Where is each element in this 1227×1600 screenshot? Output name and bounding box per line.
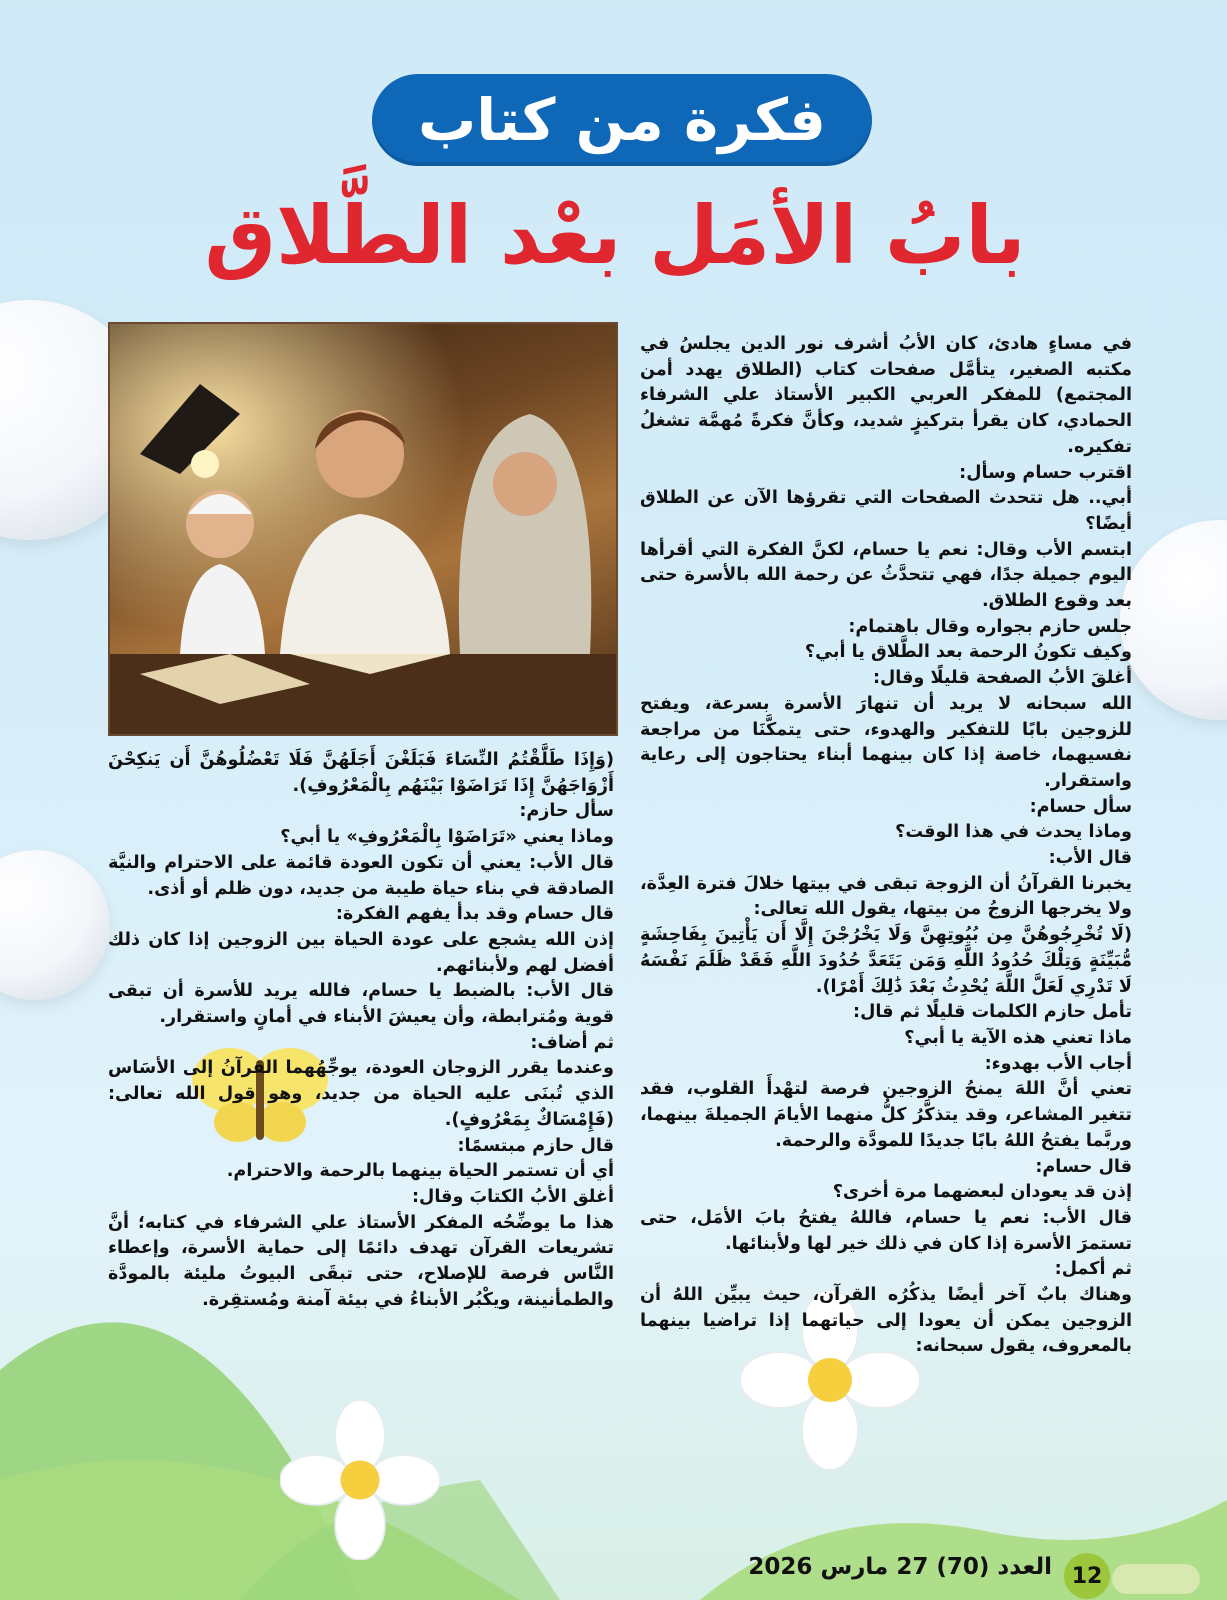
issue-info: العدد (70) 27 مارس 2026: [748, 1554, 1052, 1580]
footer-decoration: [1112, 1564, 1200, 1594]
paragraph: وهناك بابٌ آخر أيضًا يذكُرُه القرآن، حيث يبيِّن اللهُ أن الزوجين يمكن أن يعودا إلى حياتهما إذا تراضيا بينهما بالمعروف، يقول سبحانه:: [640, 1285, 1132, 1357]
paragraph: سأل حسام:: [1029, 796, 1132, 817]
article-title: بابُ الأمَل بعْد الطَّلاق: [204, 189, 1026, 282]
paragraph: تأمل حازم الكلمات قليلًا ثم قال:: [853, 1002, 1132, 1023]
paragraph: وماذا يحدث في هذا الوقت؟: [895, 822, 1132, 843]
paragraph: أغلقَ الأبُ الصفحة قليلًا وقال:: [873, 668, 1132, 689]
paragraph: ثم أكمل:: [1054, 1259, 1132, 1280]
paragraph: إذن قد يعودان لبعضهما مرة أخرى؟: [832, 1182, 1132, 1203]
paragraph: أي أن تستمر الحياة بينهما بالرحمة والاحترام.: [226, 1161, 614, 1182]
paragraph: وكيف تكونُ الرحمة بعد الطَّلاق يا أبي؟: [804, 642, 1132, 663]
article-illustration: [108, 322, 618, 736]
decorative-ball-right: [1120, 520, 1227, 720]
paragraph: قال الأب:: [1048, 848, 1132, 869]
paragraph: تعني أنَّ اللهَ يمنحُ الزوجين فرصة لتهْدأَ القلوب، فقد تتغير المشاعر، وقد يتذكَّرُ كلُّ منهما الأيامَ الجميلةَ بينهما، وربَّما يفتحُ اللهُ بابًا جديدًا للمودَّة والرحمة.: [640, 1079, 1132, 1151]
paragraph: أغلق الأبُ الكتابَ وقال:: [412, 1186, 614, 1207]
paragraph: إذن الله يشجع على عودة الحياة بين الزوجين إذا كان ذلك أفضل لهم ولأبنائهم.: [108, 929, 614, 976]
paragraph: ثم أضاف:: [530, 1032, 614, 1053]
flower-icon: [280, 1400, 440, 1560]
quran-verse: (لَا تُخْرِجُوهُنَّ مِن بُيُوتِهِنَّ وَلَا يَخْرُجْنَ إِلَّا أَن يَأْتِينَ بِفَاحِشَةٍ مُّبَيِّنَةٍ وَتِلْكَ حُدُودُ اللَّهِ وَمَن يَتَعَدَّ حُدُودَ اللَّهِ فَقَدْ ظَلَمَ نَفْسَهُ لَا تَدْرِي لَعَلَّ اللَّهَ يُحْدِثُ بَعْدَ ذَٰلِكَ أَمْرًا).: [640, 925, 1132, 997]
paragraph: أبي.. هل تتحدث الصفحات التي تقرؤها الآن عن الطلاق أيضًا؟: [640, 488, 1132, 534]
paragraph: هذا ما يوضِّحُه المفكر الأستاذ علي الشرفاء في كتابه؛ أنَّ تشريعات القرآن تهدف دائمًا إلى حماية الأسرة، وإعطاء النَّاس فرصة للإصلاح، حتى تبقَى البيوتُ مليئة بالمودَّة والطمأنينة، ويكْبُر الأبناءُ في بيئة آمنة ومُستقِرة.: [108, 1212, 614, 1310]
quran-verse: (وَإِذَا طَلَّقْتُمُ النِّسَاءَ فَبَلَغْنَ أَجَلَهُنَّ فَلَا تَعْضُلُوهُنَّ أَن يَنكِحْنَ أَزْوَاجَهُنَّ إِذَا تَرَاضَوْا بَيْنَهُم بِالْمَعْرُوفِ).: [108, 750, 614, 796]
page-number: 12: [1064, 1553, 1110, 1599]
paragraph: ماذا تعني هذه الآية يا أبي؟: [904, 1027, 1132, 1048]
paragraph: وماذا يعني «تَرَاضَوْا بِالْمَعْرُوفِ» يا أبي؟: [280, 827, 614, 848]
paragraph: اقترب حسام وسأل:: [959, 462, 1132, 483]
paragraph: قال الأب: يعني أن تكون العودة قائمة على الاحترام والنيَّة الصادقة في بناء حياة طيبة من جديد، دون ظلم أو أذى.: [108, 852, 614, 899]
section-label: فكرة من كتاب: [372, 74, 872, 166]
paragraph: أجاب الأب بهدوء:: [984, 1053, 1132, 1074]
paragraph: ابتسم الأب وقال: نعم يا حسام، لكنَّ الفكرة التي أقرأها اليوم جميلة جدًا، فهي تتحدَّثُ عن رحمة الله بالأسرة حتى بعد وقوع الطلاق.: [640, 539, 1132, 612]
paragraph: جلس حازم بجواره وقال باهتمام:: [848, 616, 1132, 637]
paragraph: قال الأب: نعم يا حسام، فاللهُ يفتحُ بابَ الأمَل، حتى تستمرَ الأسرة إذا كان في ذلك خير لها ولأبنائها.: [640, 1207, 1132, 1254]
paragraph: قال حسام وقد بدأ يفهم الفكرة:: [335, 904, 614, 925]
article-text-left-column: [108, 748, 614, 1313]
paragraph: يخبرنا القرآنُ أن الزوجة تبقى في بيتها خلالَ فترة العِدَّة، ولا يخرجها الزوجُ من بيتها، يقول الله تعالى:: [640, 873, 1132, 920]
paragraph: سأل حازم:: [519, 801, 614, 822]
article-text-right-column: [640, 332, 1132, 1360]
paragraph: وعندما يقرر الزوجان العودة، يوجِّهُهما القرآنُ إلى الأسَاس الذي تُبنَى عليه الحياة من جديد، وهو قول الله تعالى: (فَإِمْسَاكٌ بِمَعْرُوفٍ).: [108, 1058, 614, 1130]
decorative-ball-bottom-left: [0, 850, 110, 1000]
paragraph: قال الأب: بالضبط يا حسام، فالله يريد للأسرة أن تبقى قوية ومُترابطة، وأن يعيشَ الأبناء في أمانٍ واستقرار.: [108, 981, 614, 1028]
paragraph: الله سبحانه لا يريد أن تنهارَ الأسرة بسرعة، ويفتح للزوجين بابًا للتفكير والهدوء، حتى يتمكَّنَا من مراجعة نفسيهما، خاصة إذا كان بينهما أبناء يحتاجون إلى رعاية واستقرار.: [640, 693, 1132, 791]
paragraph: قال حسام:: [1035, 1156, 1132, 1177]
paragraph: قال حازم مبتسمًا:: [457, 1135, 614, 1156]
paragraph: في مساءٍ هادئ، كان الأبُ أشرف نور الدين يجلسُ في مكتبه الصغير، يتأمَّل صفحات كتاب (الطلاق يهدد أمن المجتمع) للمفكر العربي الكبير الأستاذ علي الشرفاء الحمادي، كان يقرأ بتركيزٍ شديد، وكأنَّ فكرةً مُهمَّة تشغلُ تفكيره.: [640, 334, 1132, 457]
